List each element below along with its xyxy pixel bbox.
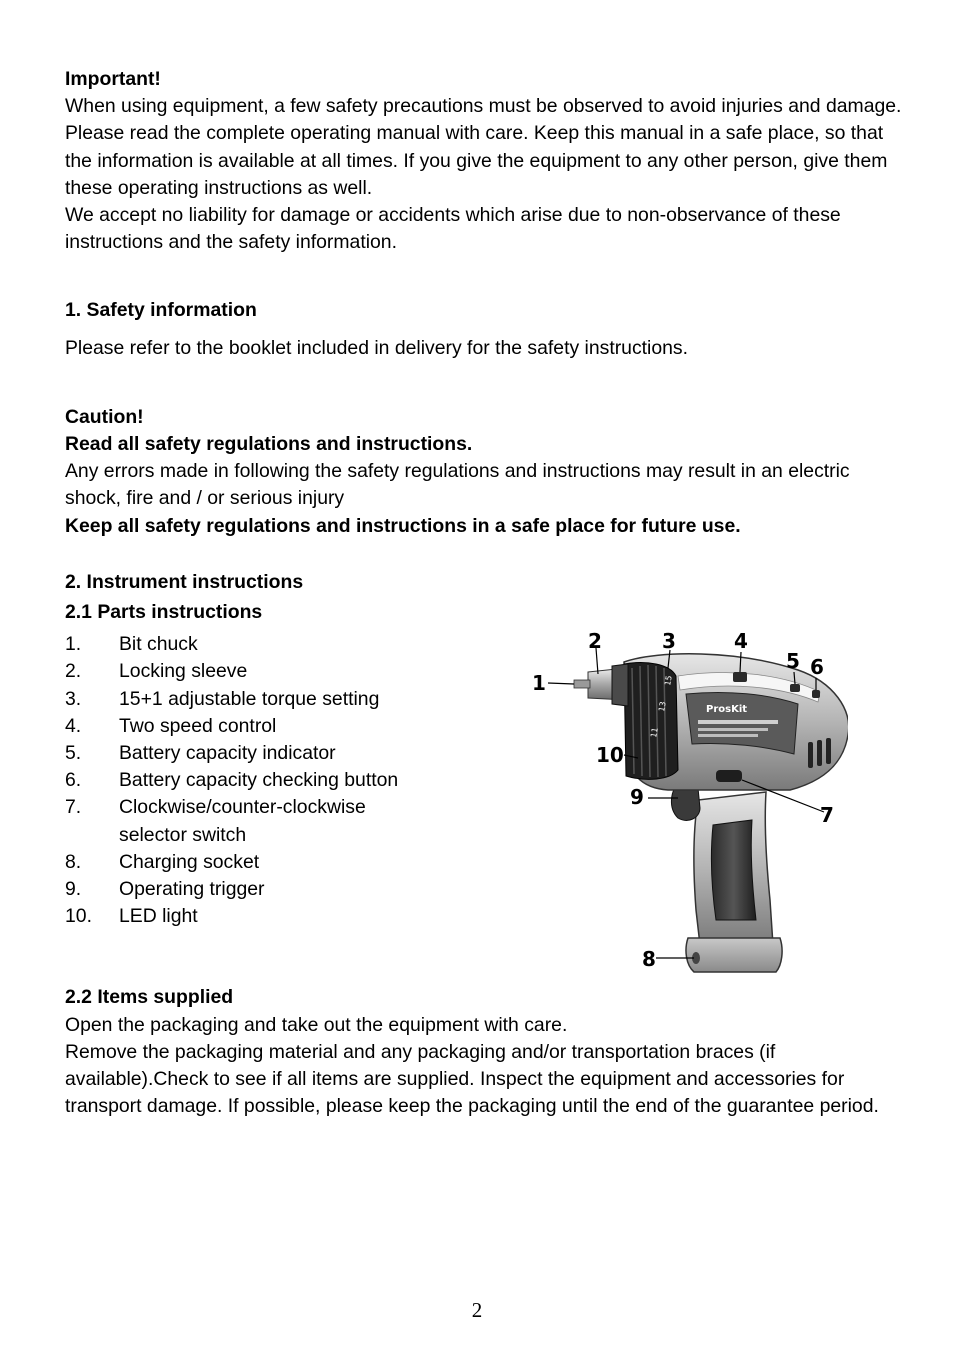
dial-mark: 15: [663, 674, 674, 687]
callout-label: 3: [662, 629, 676, 653]
callout-label: 2: [588, 629, 602, 653]
important-paragraph-3: We accept no liability for damage or accidents which arise due to non-observance of these instructions and the safety information.: [65, 204, 841, 254]
callout-label: 10: [596, 743, 624, 767]
list-item-label: LED light: [119, 905, 198, 928]
drill-diagram: [528, 620, 848, 990]
callout-label: 1: [532, 671, 546, 695]
callout-label: 4: [734, 629, 748, 653]
dial-mark: 13: [657, 700, 668, 713]
list-item-number: 8.: [65, 850, 82, 873]
caution-bold-1: Read all safety regulations and instructions.: [65, 433, 473, 456]
battery-indicator: [790, 684, 800, 692]
list-item-label: Battery capacity checking button: [119, 769, 399, 792]
page-number: 2: [471, 1298, 483, 1322]
brand-logo-text: ProsKit: [706, 704, 748, 715]
list-item-number: 6.: [65, 769, 82, 792]
dial-mark: 11: [649, 726, 660, 739]
items-paragraph-1: Open the packaging and take out the equipment with care.: [65, 1013, 568, 1036]
drill-grip-pad: [711, 820, 756, 920]
list-item-label: Locking sleeve: [119, 660, 248, 683]
battery-base: [686, 938, 782, 972]
direction-switch: [716, 770, 742, 782]
list-item: [65, 794, 485, 848]
list-item: [65, 713, 485, 740]
important-paragraph-2: Please read the complete operating manual with care. Keep this manual in a safe place, so that the information is available at all times. If you give the equipment to any other person, give them these operating instructions as well.: [65, 122, 888, 199]
vent-slots: [808, 738, 831, 768]
caution-text: Any errors made in following the safety regulations and instructions may result in an electric shock, fire and / or serious injury: [65, 460, 850, 510]
callout-label: 7: [820, 803, 834, 827]
caution-bold-2: Keep all safety regulations and instructions in a safe place for future use.: [65, 514, 741, 537]
list-item-number: 3.: [65, 687, 82, 710]
caution-heading: Caution!: [65, 405, 144, 428]
list-item-label: Operating trigger: [119, 878, 265, 901]
list-item-number: 7.: [65, 796, 82, 819]
battery-check-button: [812, 690, 820, 698]
list-item-number: 2.: [65, 660, 82, 683]
list-item-number: 9.: [65, 878, 82, 901]
important-paragraph-1: When using equipment, a few safety precautions must be observed to avoid injuries and damage.: [65, 95, 902, 118]
safety-text: Please refer to the booklet included in delivery for the safety instructions.: [65, 336, 688, 359]
items-paragraph-2: Remove the packaging material and any packaging and/or transportation braces (if available).Check to see if all items are supplied. Inspect the equipment and accessories for transport damage. If possible, please keep the packaging until the end of the guarantee period.: [65, 1040, 879, 1118]
list-item-number: 1.: [65, 633, 82, 656]
instrument-heading: 2. Instrument instructions: [65, 570, 304, 593]
list-item: [65, 740, 485, 767]
speed-switch: [733, 672, 747, 682]
important-heading: Important!: [65, 68, 161, 90]
list-item-label: 15+1 adjustable torque setting: [119, 687, 380, 710]
list-item-number: 10.: [65, 905, 92, 928]
list-item: [65, 903, 485, 930]
cordless-drill-illustration: [528, 620, 848, 990]
callout-label: 6: [810, 655, 824, 679]
safety-heading: 1. Safety information: [65, 299, 257, 322]
list-item-number: 4.: [65, 714, 82, 737]
parts-list: [65, 631, 485, 930]
list-item-label: Battery capacity indicator: [119, 742, 336, 765]
list-item: [65, 849, 485, 876]
list-item-label: Bit chuck: [119, 633, 198, 656]
list-item: [65, 658, 485, 685]
list-item-label: Clockwise/counter-clockwise selector switch: [119, 796, 366, 846]
list-item: [65, 876, 485, 903]
items-heading: 2.2 Items supplied: [65, 986, 234, 1009]
list-item: [65, 686, 485, 713]
bit-tip: [574, 680, 590, 688]
locking-sleeve: [612, 664, 628, 706]
list-item-number: 5.: [65, 742, 82, 765]
list-item: [65, 631, 485, 658]
callout-label: 9: [630, 785, 644, 809]
list-item: [65, 767, 485, 794]
list-item-label: Two speed control: [119, 714, 277, 737]
list-item-label: Charging socket: [119, 850, 260, 873]
callout-label: 5: [786, 649, 800, 673]
parts-subheading: 2.1 Parts instructions: [65, 601, 263, 624]
callout-label: 8: [642, 947, 656, 971]
